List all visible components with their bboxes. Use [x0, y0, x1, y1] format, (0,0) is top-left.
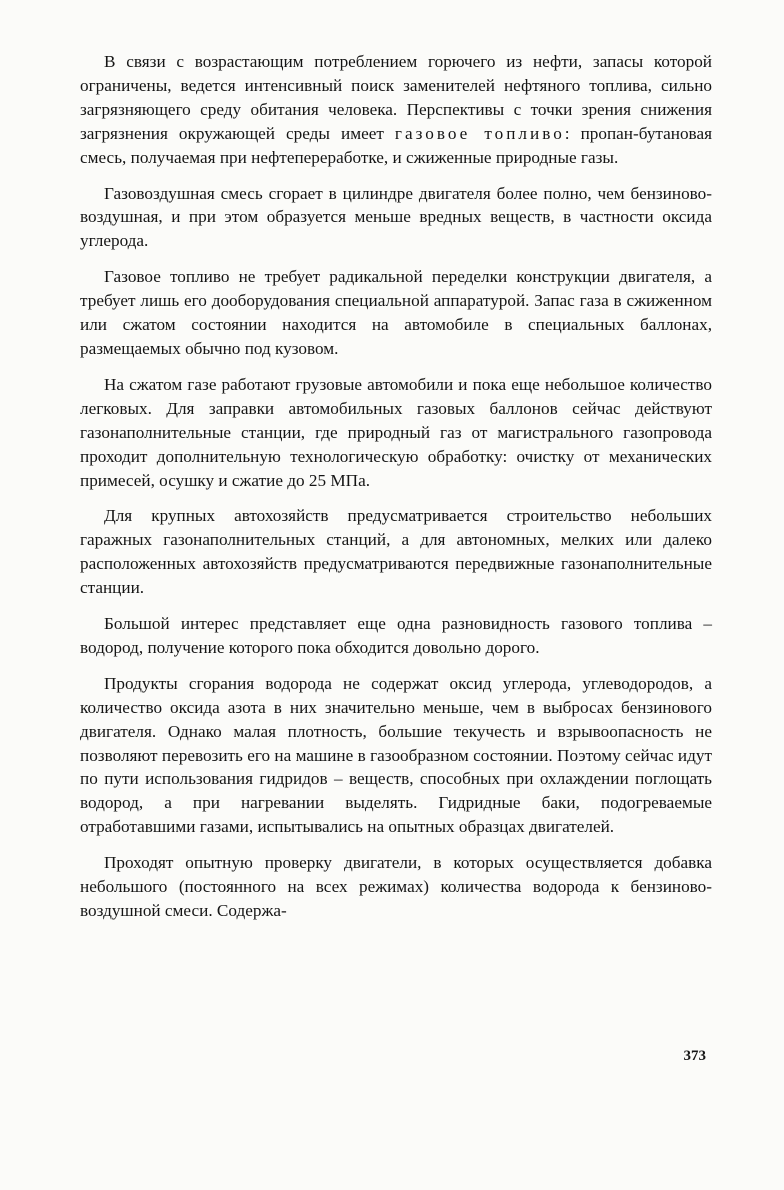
paragraph-hydrogen-additive: Проходят опытную проверку двигатели, в которых осуществляется добавка небольшого (постоянного на всех режимах) количества водорода к бензиново-воздушной смеси. Содержа- [80, 853, 712, 920]
body-text [80, 50, 712, 935]
page-number: 373 [683, 1048, 706, 1064]
paragraph-hydrogen: Большой интерес представляет еще одна разновидность газового топлива – водород, получение которого пока обходится довольно дорого. [80, 614, 712, 657]
paragraph-text: : пропан-бутановая смесь, получаемая при нефтепереработке, и сжиженные природные газы. [80, 123, 712, 167]
paragraph-text: В связи с возрастающим потреблением горючего из нефти, запасы которой ограничены, ведется интенсивный поиск заменителей нефтяного топлива, сильно загрязняющего среду обитания человека. Перспективы с точки зрения снижения загрязнения окружающей среды имеет [80, 52, 712, 143]
paragraph-hydrogen-combustion: Продукты сгорания водорода не содержат оксид углерода, углеводородов, а количество оксида азота в них значительно меньше, чем в выбросах бензинового двигателя. Однако малая плотность, большие текучесть и взрывоопасность не позволяют перевозить его на машине в газообразном состоянии. Поэтому сейчас идут по пути использования гидридов – веществ, способных при охлаждении поглощать водород, а при нагревании выделять. Гидридные баки, подогреваемые отработавшими газами, испытывались на опытных образцах двигателей. [80, 673, 712, 837]
paragraph-gas-fuel-intro [80, 50, 712, 170]
paragraph-filling-stations: Для крупных автохозяйств предусматривается строительство небольших гаражных газонаполнительных станций, а для автономных, мелких или далеко расположенных автохозяйств предусматриваются передвижные газонаполнительные станции. [80, 506, 712, 598]
paragraph-gas-equipment: Газовое топливо не требует радикальной переделки конструкции двигателя, а требует лишь его дооборудования специальной аппаратурой. Запас газа в сжиженном или сжатом состоянии находится на автомобиле в специальных баллонах, размещаемых обычно под кузовом. [80, 267, 712, 358]
paragraph-gas-air-mixture: Газовоздушная смесь сгорает в цилиндре двигателя более полно, чем бензиново-воздушная, и при этом образуется меньше вредных веществ, в частности оксида углерода. [80, 183, 712, 251]
paragraph-compressed-gas: На сжатом газе работают грузовые автомобили и пока еще небольшое количество легковых. Для заправки автомобильных газовых баллонов сейчас действуют газонаполнительные станции, где природный газ от магистрального газопровода проходит дополнительную технологическую обработку: очистку от механических примесей, осушку и сжатие до 25 МПа. [80, 374, 712, 490]
emphasized-term: газовое топливо [394, 123, 565, 143]
